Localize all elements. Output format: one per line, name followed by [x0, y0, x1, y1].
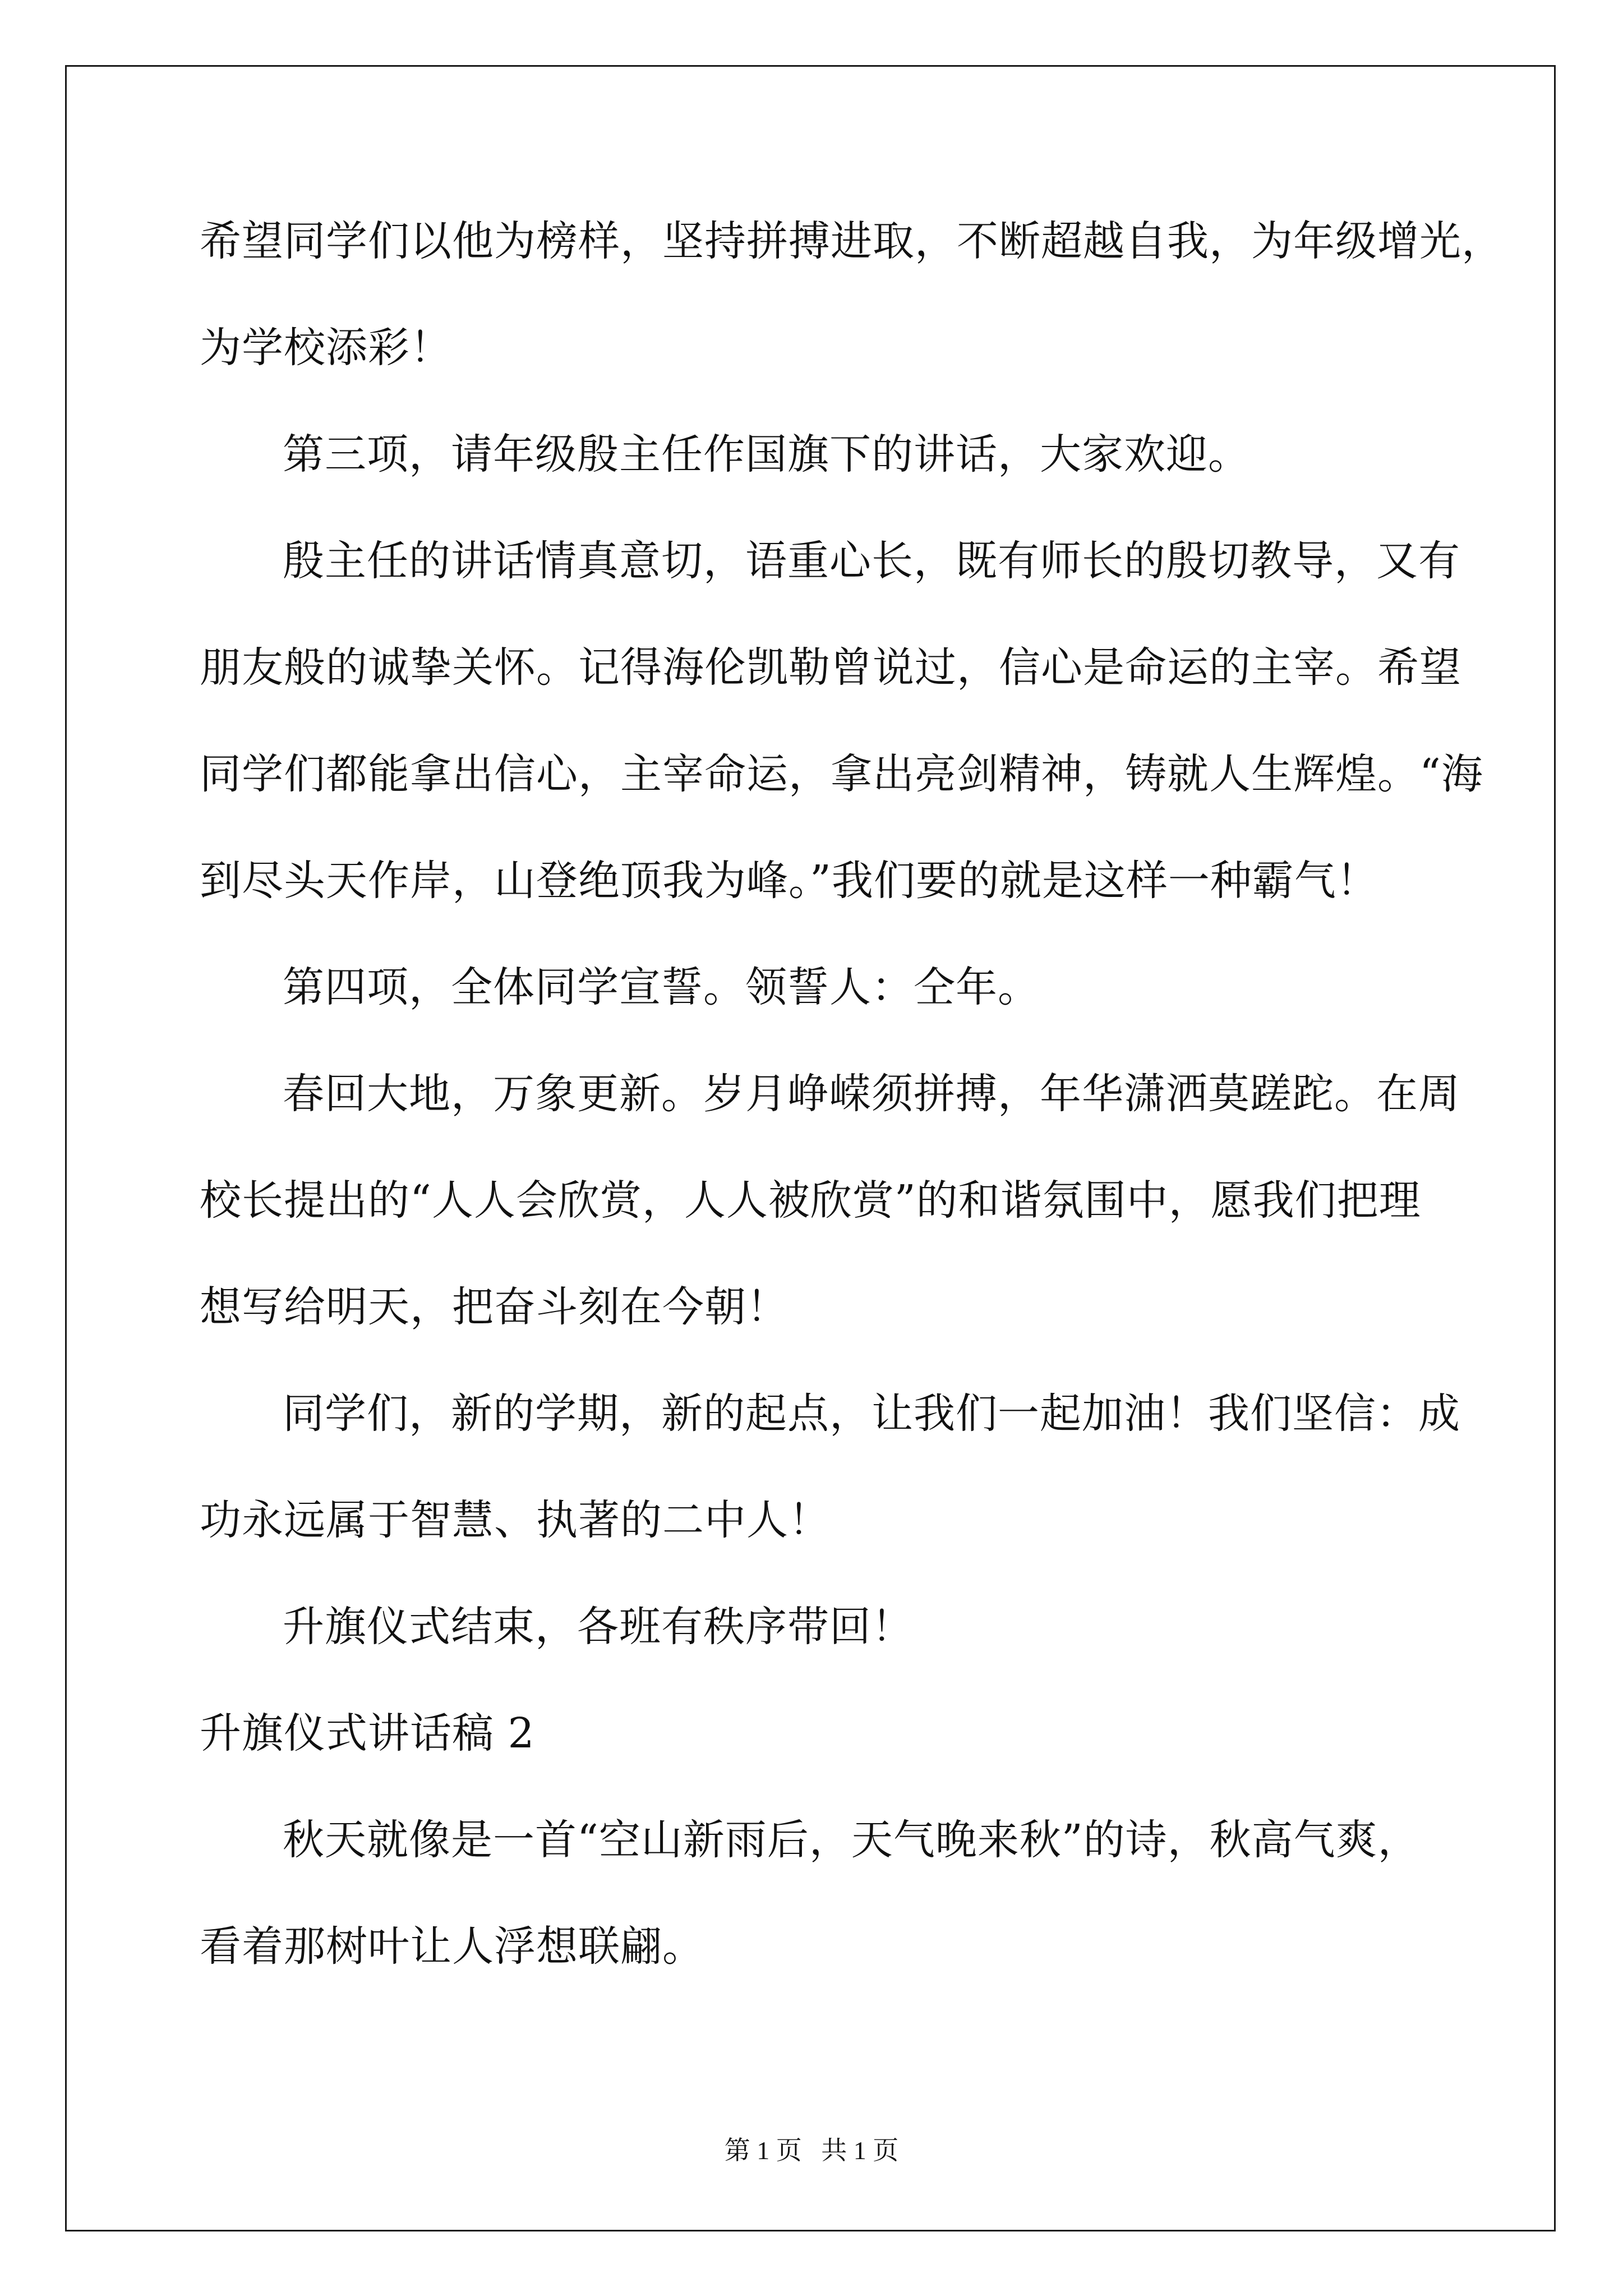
text-line: 春回大地，万象更新。岁月峥嵘须拼搏，年华潇洒莫蹉跎。在周 [283, 1070, 1460, 1118]
text-line: 到尽头天作岸，山登绝顶我为峰。”我们要的就是这样一种霸气！ [200, 857, 1378, 905]
text-line: 功永远属于智慧、执著的二中人！ [200, 1496, 831, 1544]
text-line: 同学们，新的学期，新的起点，让我们一起加油！我们坚信：成 [283, 1389, 1460, 1438]
page-footer: 第 1 页 共 1 页 [724, 2136, 899, 2165]
text-line: 同学们都能拿出信心，主宰命运，拿出亮剑精神，铸就人生辉煌。“海 [200, 750, 1483, 798]
text-line: 为学校添彩！ [200, 324, 452, 372]
page-border [65, 65, 1556, 2231]
text-line: 秋天就像是一首“空山新雨后，天气晚来秋”的诗，秋高气爽， [283, 1816, 1420, 1864]
text-line: 升旗仪式结束，各班有秩序带回！ [283, 1603, 914, 1651]
text-line: 想写给明天，把奋斗刻在今朝！ [200, 1283, 789, 1331]
text-line: 朋友般的诚挚关怀。记得海伦凯勒曾说过，信心是命运的主宰。希望 [200, 643, 1461, 692]
text-line: 校长提出的“人人会欣赏，人人被欣赏”的和谐氛围中，愿我们把理 [200, 1176, 1421, 1225]
text-line: 殷主任的讲话情真意切，语重心长，既有师长的殷切教导，又有 [283, 537, 1460, 585]
text-line: 第四项，全体同学宣誓。领誓人：仝年。 [283, 963, 1040, 1011]
text-line: 第三项，请年级殷主任作国旗下的讲话，大家欢迎。 [283, 430, 1250, 478]
text-line: 希望同学们以他为榜样，坚持拼搏进取，不断超越自我，为年级增光， [200, 217, 1504, 265]
text-line: 看着那树叶让人浮想联翩。 [200, 1922, 704, 1971]
section-heading: 升旗仪式讲话稿 2 [200, 1709, 535, 1757]
